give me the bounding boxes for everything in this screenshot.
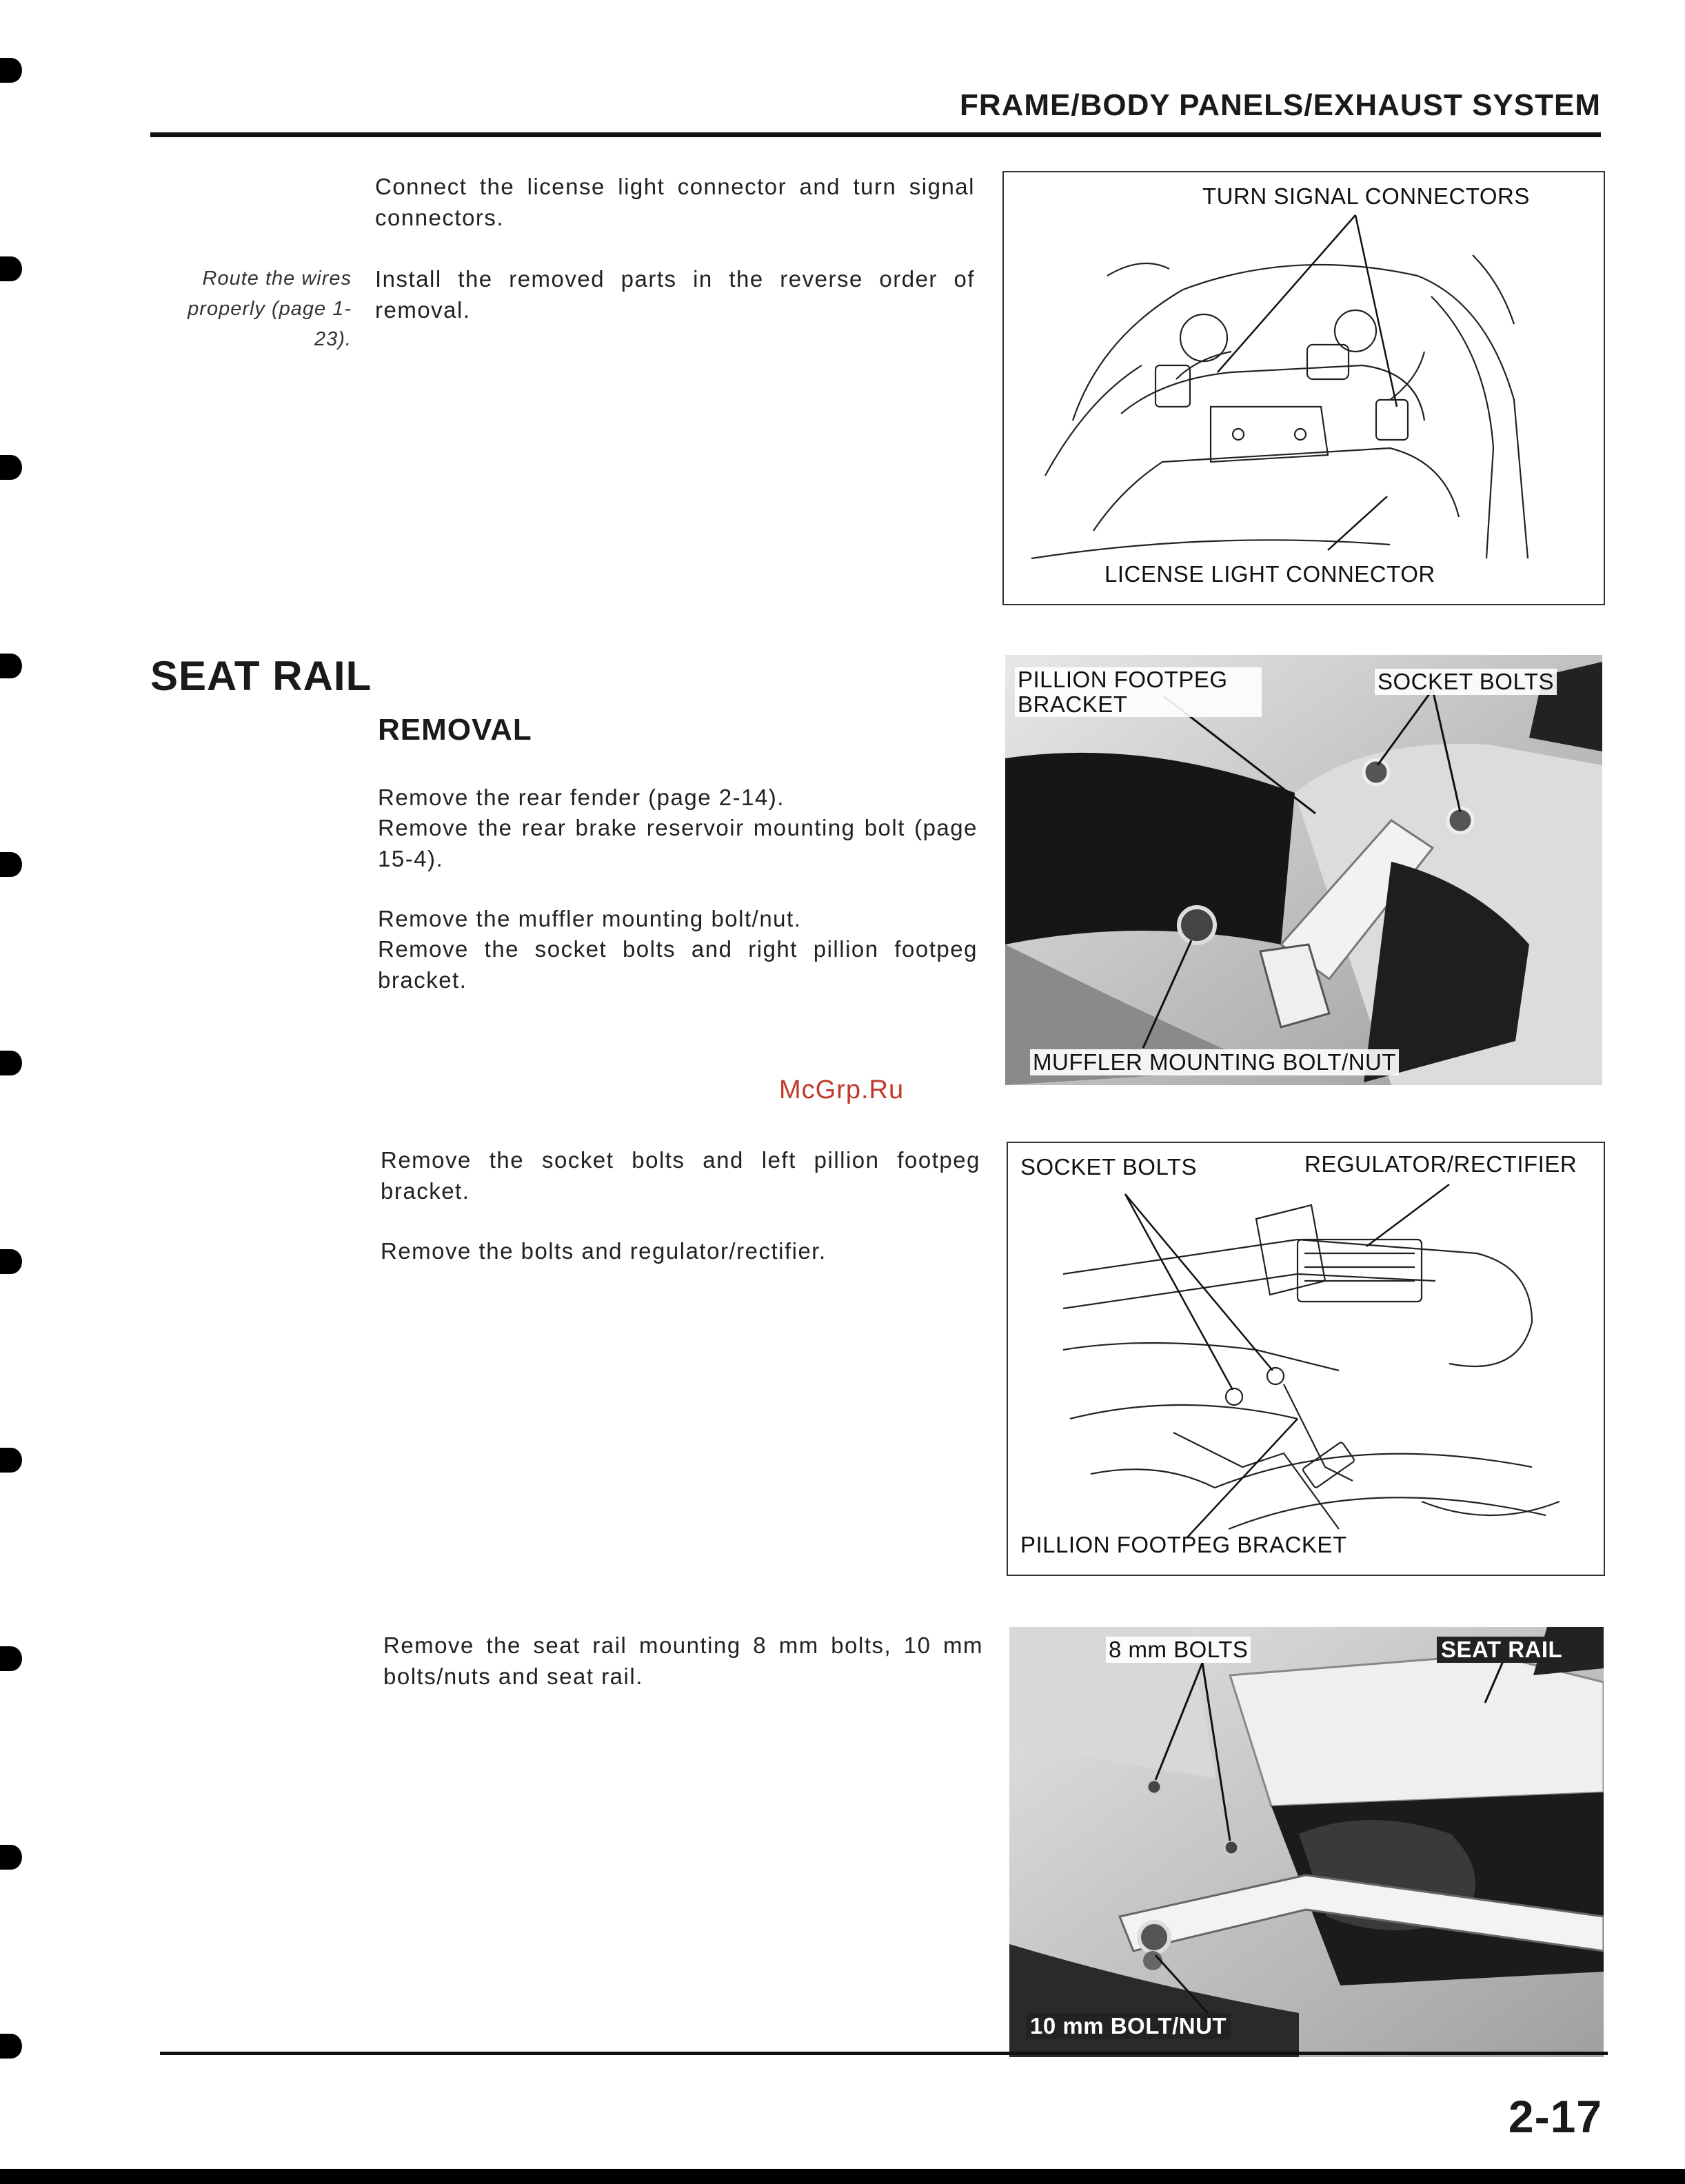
instruction-remove-rear-fender: Remove the rear fender (page 2-14). bbox=[378, 785, 785, 810]
header-rule bbox=[150, 132, 1601, 137]
label-pillion-footpeg-bracket-fig3: PILLION FOOTPEG BRACKET bbox=[1020, 1532, 1347, 1557]
sidenote-route-wires: Route the wires properly (page 1-23). bbox=[188, 267, 352, 350]
binder-hole bbox=[0, 1249, 22, 1274]
instruction-connect-connectors: Connect the license light connector and turn signal connectors. bbox=[375, 174, 975, 230]
label-muffler-mounting-bolt-nut: MUFFLER MOUNTING BOLT/NUT bbox=[1030, 1049, 1399, 1075]
label-turn-signal-connectors: TURN SIGNAL CONNECTORS bbox=[1202, 183, 1530, 209]
photo-right-pillion-footpeg bbox=[1005, 655, 1602, 1085]
page-header-title: FRAME/BODY PANELS/EXHAUST SYSTEM bbox=[959, 88, 1601, 122]
label-seat-rail: SEAT RAIL bbox=[1437, 1637, 1566, 1663]
section-title-seat-rail: SEAT RAIL bbox=[150, 653, 372, 699]
binder-hole bbox=[0, 256, 22, 281]
label-regulator-rectifier: REGULATOR/RECTIFIER bbox=[1304, 1151, 1577, 1177]
figure-connectors-illustration bbox=[1002, 171, 1605, 605]
figure-regulator-illustration bbox=[1007, 1142, 1605, 1576]
label-socket-bolts-fig3: SOCKET BOLTS bbox=[1020, 1154, 1198, 1180]
label-socket-bolts: SOCKET BOLTS bbox=[1375, 669, 1557, 695]
binder-hole bbox=[0, 58, 22, 83]
label-pillion-footpeg-bracket: PILLION FOOTPEG BRACKET bbox=[1015, 667, 1262, 717]
binder-hole bbox=[0, 1051, 22, 1075]
instruction-remove-muffler-bolt: Remove the muffler mounting bolt/nut. bbox=[378, 906, 802, 931]
footer-rule bbox=[160, 2052, 1608, 2055]
binder-hole bbox=[0, 1646, 22, 1671]
binder-hole bbox=[0, 1845, 22, 1870]
connectors-line-drawing bbox=[1004, 172, 1604, 604]
instruction-remove-reservoir-bolt: Remove the rear brake reservoir mounting bolt (page 15-4). bbox=[378, 815, 978, 871]
binder-hole bbox=[0, 1448, 22, 1473]
instruction-remove-left-bracket: Remove the socket bolts and left pillion footpeg bracket. bbox=[381, 1147, 980, 1204]
binder-hole bbox=[0, 455, 22, 480]
photo-seat-rail bbox=[1009, 1627, 1604, 2057]
regulator-line-drawing bbox=[1008, 1143, 1604, 1575]
label-8mm-bolts: 8 mm BOLTS bbox=[1106, 1637, 1251, 1663]
instruction-install-parts: Install the removed parts in the reverse order of removal. bbox=[375, 266, 975, 323]
page-bottom-edge bbox=[0, 2169, 1685, 2184]
instruction-remove-regulator: Remove the bolts and regulator/rectifier. bbox=[381, 1238, 827, 1264]
instruction-remove-seat-rail: Remove the seat rail mounting 8 mm bolts, 10 mm bolts/nuts and seat rail. bbox=[383, 1632, 983, 1689]
binder-hole bbox=[0, 654, 22, 678]
label-license-light-connector: LICENSE LIGHT CONNECTOR bbox=[1104, 561, 1435, 587]
page-number: 2-17 bbox=[1508, 2091, 1602, 2142]
instruction-remove-right-bracket: Remove the socket bolts and right pillion footpeg bracket. bbox=[378, 936, 978, 993]
label-10mm-bolt-nut: 10 mm BOLT/NUT bbox=[1026, 2013, 1231, 2039]
binder-hole bbox=[0, 852, 22, 877]
subsection-title-removal: REMOVAL bbox=[378, 713, 532, 747]
binder-hole bbox=[0, 2034, 22, 2059]
watermark-text: McGrp.Ru bbox=[779, 1075, 905, 1104]
